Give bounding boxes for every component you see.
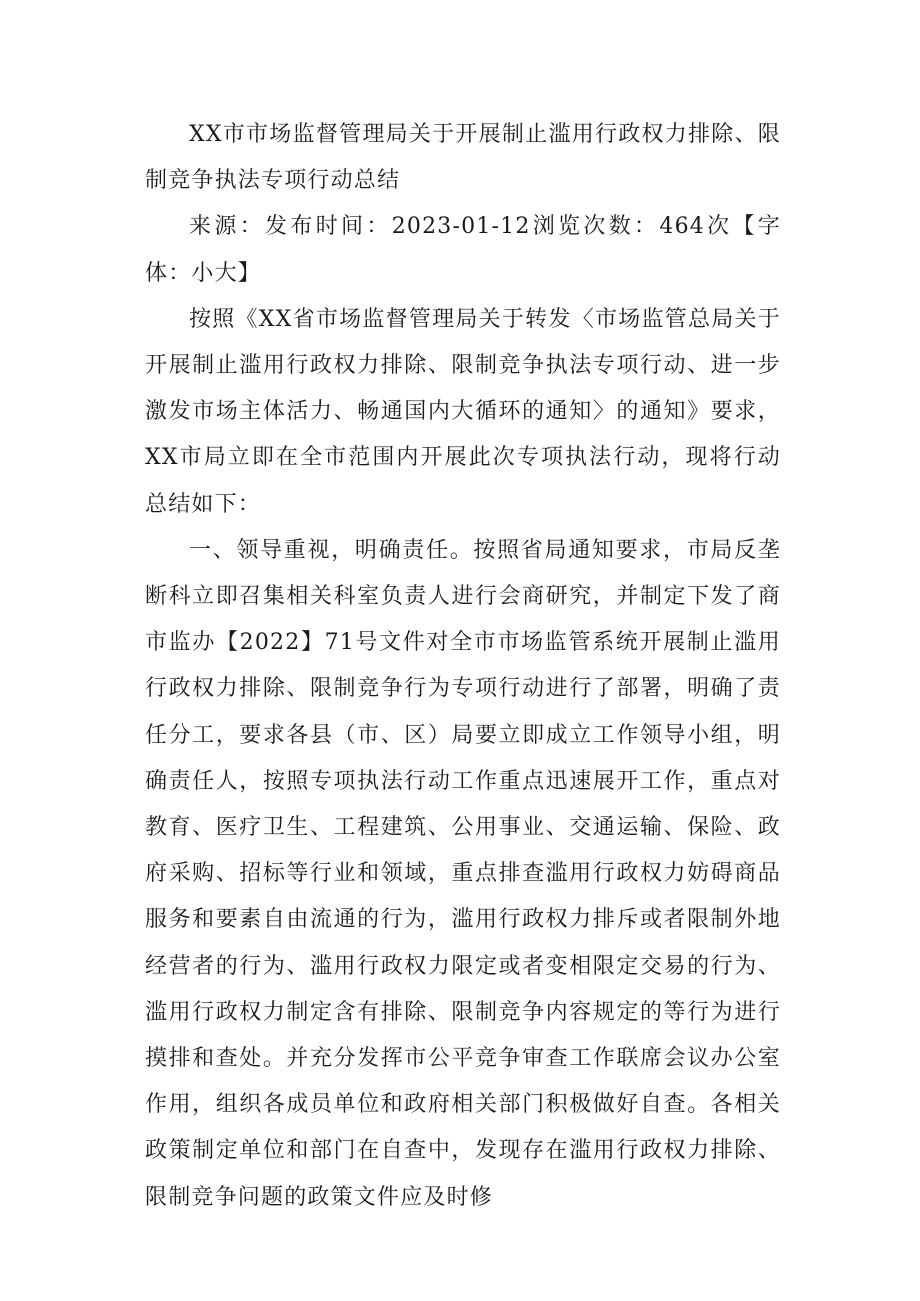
body-paragraph-1: 按照《XX省市场监督管理局关于转发〈市场监管总局关于开展制止滥用行政权力排除、限制竞争执法专项行动、进一步激发市场主体活力、畅通国内大循环的通知〉的通知》要求，XX市局立即在全市范围内开展此次专项执法行动，现将行动总结如下： xyxy=(145,306,781,517)
document-meta: 来源：发布时间：2023-01-12浏览次数：464次【字体：小大】 xyxy=(145,214,781,286)
document-title: XX市市场监督管理局关于开展制止滥用行政权力排除、限制竞争执法专项行动总结 xyxy=(145,122,781,194)
body-paragraph-2: 一、领导重视，明确责任。按照省局通知要求，市局反垄断科立即召集相关科室负责人进行会商研究，并制定下发了商市监办【2022】71号文件对全市市场监管系统开展制止滥用行政权力排除、限制竞争行为专项行动进行了部署，明确了责任分工，要求各县（市、区）局要立即成立工作领导小组，明确责任人，按照专项执法行动工作重点迅速展开工作，重点对教育、医疗卫生、工程建筑、公用事业、交通运输、保险、政府采购、招标等行业和领域，重点排查滥用行政权力妨碍商品服务和要素自由流通的行为，滥用行政权力排斥或者限制外地经营者的行为、滥用行政权力限定或者变相限定交易的行为、滥用行政权力制定含有排除、限制竞争内容规定的等行为进行摸排和查处。并充分发挥市公平竞争审查工作联席会议办公室作用，组织各成员单位和政府相关部门积极做好自查。各相关政策制定单位和部门在自查中，发现存在滥用行政权力排除、限制竞争问题的政策文件应及时修 xyxy=(145,537,781,1210)
document-body xyxy=(145,112,781,1221)
